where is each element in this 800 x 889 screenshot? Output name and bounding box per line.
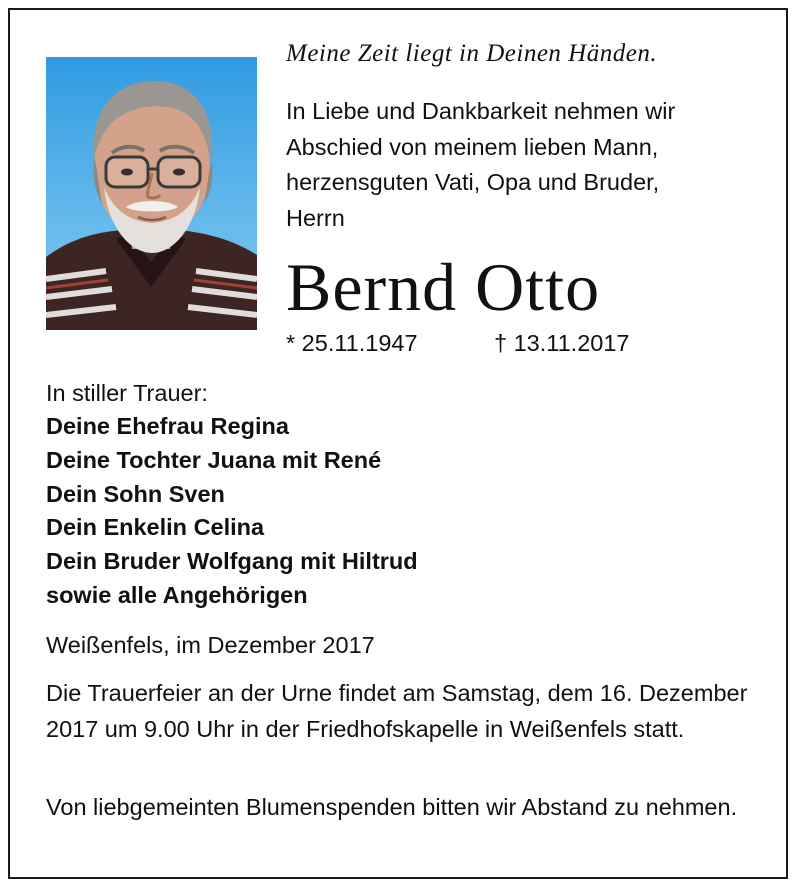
birth-date: * 25.11.1947 bbox=[286, 330, 418, 356]
mourner-name: Dein Enkelin Celina bbox=[46, 514, 265, 541]
motto-text: Meine Zeit liegt in Deinen Händen. bbox=[286, 40, 658, 67]
death-date: † 13.11.2017 bbox=[494, 330, 630, 356]
deceased-name: Bernd Otto bbox=[286, 249, 601, 325]
portrait-photo bbox=[46, 57, 257, 330]
mourner-name: Deine Ehefrau Regina bbox=[46, 413, 289, 439]
mourner-name: Dein Sohn Sven bbox=[46, 480, 225, 507]
intro-line: herzensguten Vati, Opa und Bruder, bbox=[286, 169, 660, 195]
mourning-label: In stiller Trauer: bbox=[46, 380, 208, 406]
obituary-notice bbox=[8, 8, 788, 879]
mourner-name: sowie alle Angehörigen bbox=[46, 581, 308, 608]
mourners-section bbox=[46, 376, 766, 613]
intro-line: Herrn bbox=[286, 204, 345, 231]
intro-line: Abschied von meinem lieben Mann, bbox=[286, 133, 659, 160]
mourner-name: Dein Bruder Wolfgang mit Hiltrud bbox=[46, 548, 418, 575]
flowers-note: Von liebgemeinten Blumenspenden bitten wir Abstand zu nehmen. bbox=[46, 794, 738, 820]
intro-text bbox=[286, 94, 776, 236]
funeral-info: Die Trauerfeier an der Urne findet am Samstag, dem 16. Dezember 2017 um 9.00 Uhr in der Friedhofskapelle in Weißenfels statt. bbox=[46, 680, 748, 742]
place-date: Weißenfels, im Dezember 2017 bbox=[46, 632, 375, 658]
portrait-image bbox=[46, 57, 257, 330]
mourner-name: Deine Tochter Juana mit René bbox=[46, 446, 382, 473]
life-dates bbox=[286, 330, 756, 362]
intro-line: In Liebe und Dankbarkeit nehmen wir bbox=[286, 98, 676, 124]
